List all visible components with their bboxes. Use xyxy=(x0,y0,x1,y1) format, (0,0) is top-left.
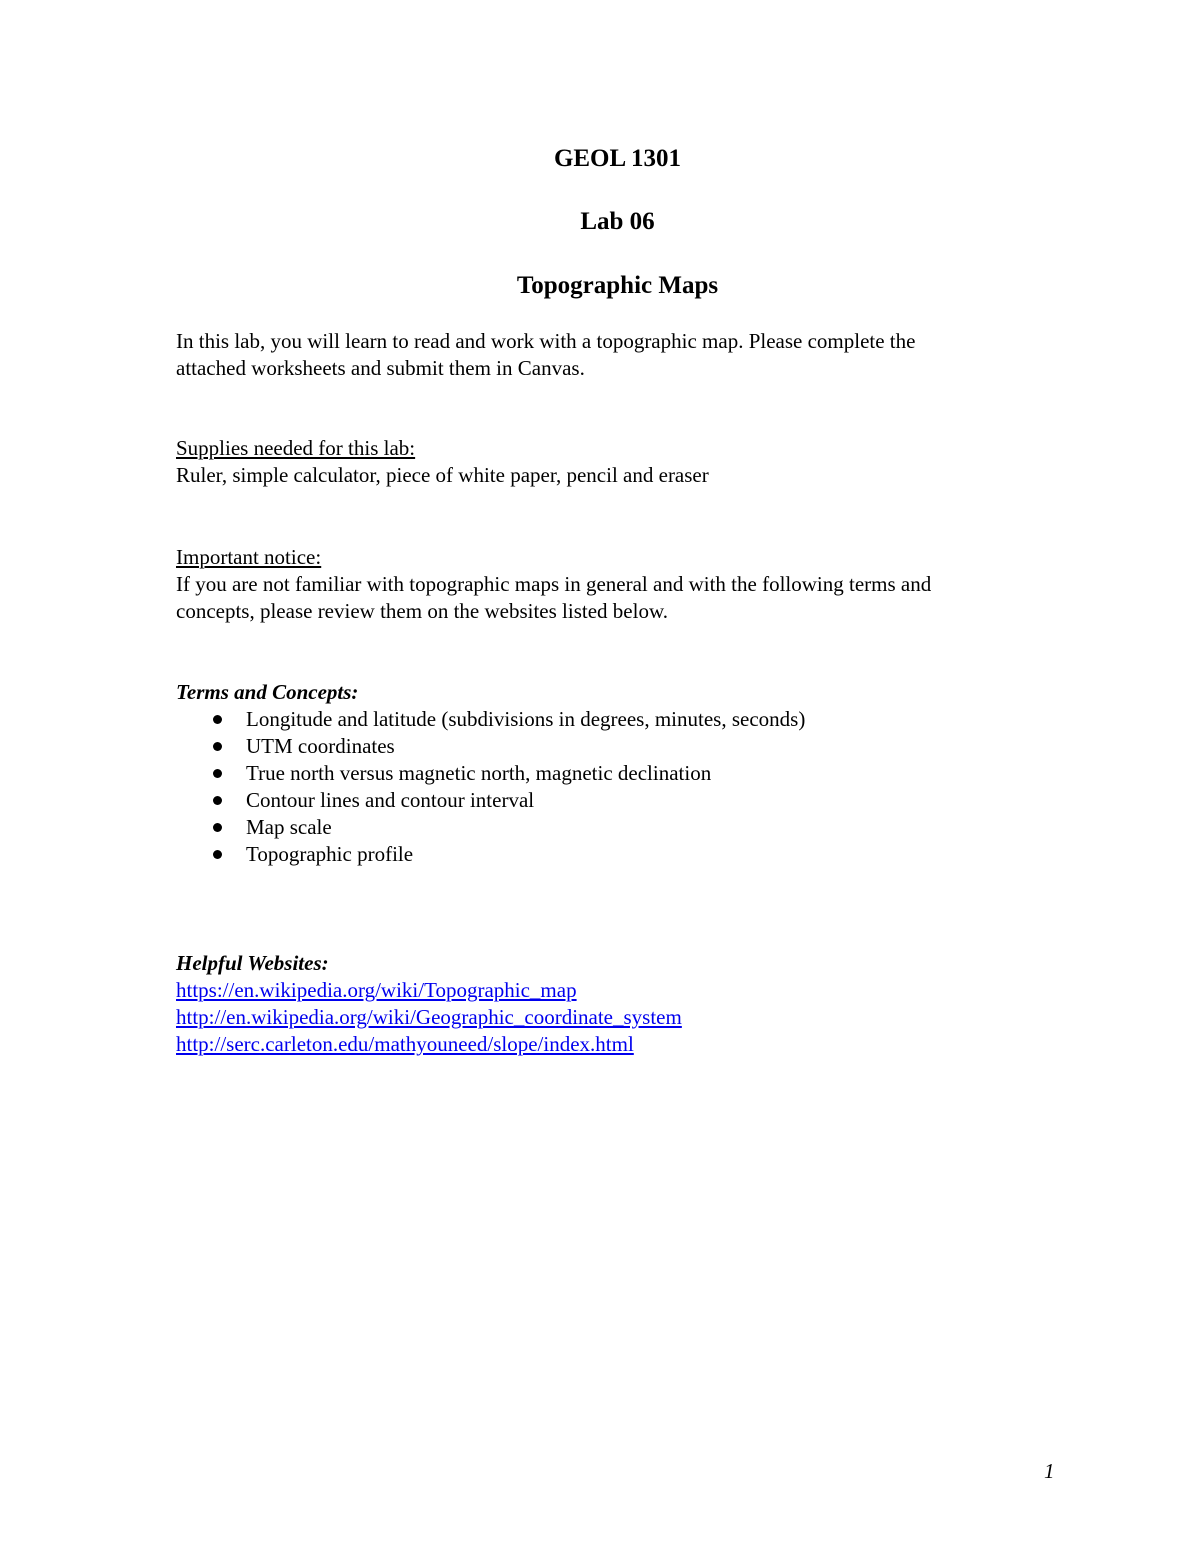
terms-list xyxy=(176,706,1056,868)
terms-heading: Terms and Concepts: xyxy=(176,680,359,704)
bullet-icon xyxy=(213,769,222,778)
lab-title: Topographic Maps xyxy=(516,272,719,299)
bullet-icon xyxy=(213,715,222,724)
term-text: Longitude and latitude (subdivisions in degrees, minutes, seconds) xyxy=(246,707,806,731)
term-text: UTM coordinates xyxy=(246,734,395,758)
list-item xyxy=(176,706,1056,733)
lab-number: Lab 06 xyxy=(580,208,655,235)
bullet-icon xyxy=(213,742,222,751)
notice-line-2: concepts, please review them on the websites listed below. xyxy=(176,599,668,623)
list-item xyxy=(176,814,1056,841)
websites-heading: Helpful Websites: xyxy=(176,951,329,975)
intro-paragraph xyxy=(176,328,1056,382)
bullet-icon xyxy=(213,850,222,859)
notice-line-1: If you are not familiar with topographic maps in general and with the following terms and xyxy=(176,572,932,596)
term-text: Topographic profile xyxy=(246,842,414,866)
list-item xyxy=(176,787,1056,814)
link-slope-index[interactable]: http://serc.carleton.edu/mathyouneed/slope/index.html xyxy=(176,1032,634,1056)
link-geographic-coordinate-system[interactable]: http://en.wikipedia.org/wiki/Geographic_coordinate_system xyxy=(176,1005,682,1029)
intro-line-1: In this lab, you will learn to read and work with a topographic map. Please complete the xyxy=(176,329,916,353)
bullet-icon xyxy=(213,796,222,805)
terms-section xyxy=(176,679,1056,868)
list-item xyxy=(176,841,1056,868)
list-item xyxy=(176,733,1056,760)
bullet-icon xyxy=(213,823,222,832)
page-number: 1 xyxy=(1044,1459,1055,1483)
intro-line-2: attached worksheets and submit them in Canvas. xyxy=(176,356,585,380)
supplies-section xyxy=(176,435,1056,489)
websites-section xyxy=(176,950,1056,1058)
link-topographic-map[interactable]: https://en.wikipedia.org/wiki/Topographic_map xyxy=(176,978,577,1002)
term-text: Map scale xyxy=(246,815,332,839)
course-title: GEOL 1301 xyxy=(553,145,682,172)
notice-section xyxy=(176,544,1056,625)
supplies-heading: Supplies needed for this lab: xyxy=(176,436,416,460)
term-text: Contour lines and contour interval xyxy=(246,788,535,812)
supplies-text: Ruler, simple calculator, piece of white paper, pencil and eraser xyxy=(176,463,709,487)
notice-heading: Important notice: xyxy=(176,545,322,569)
list-item xyxy=(176,760,1056,787)
term-text: True north versus magnetic north, magnetic declination xyxy=(246,761,712,785)
